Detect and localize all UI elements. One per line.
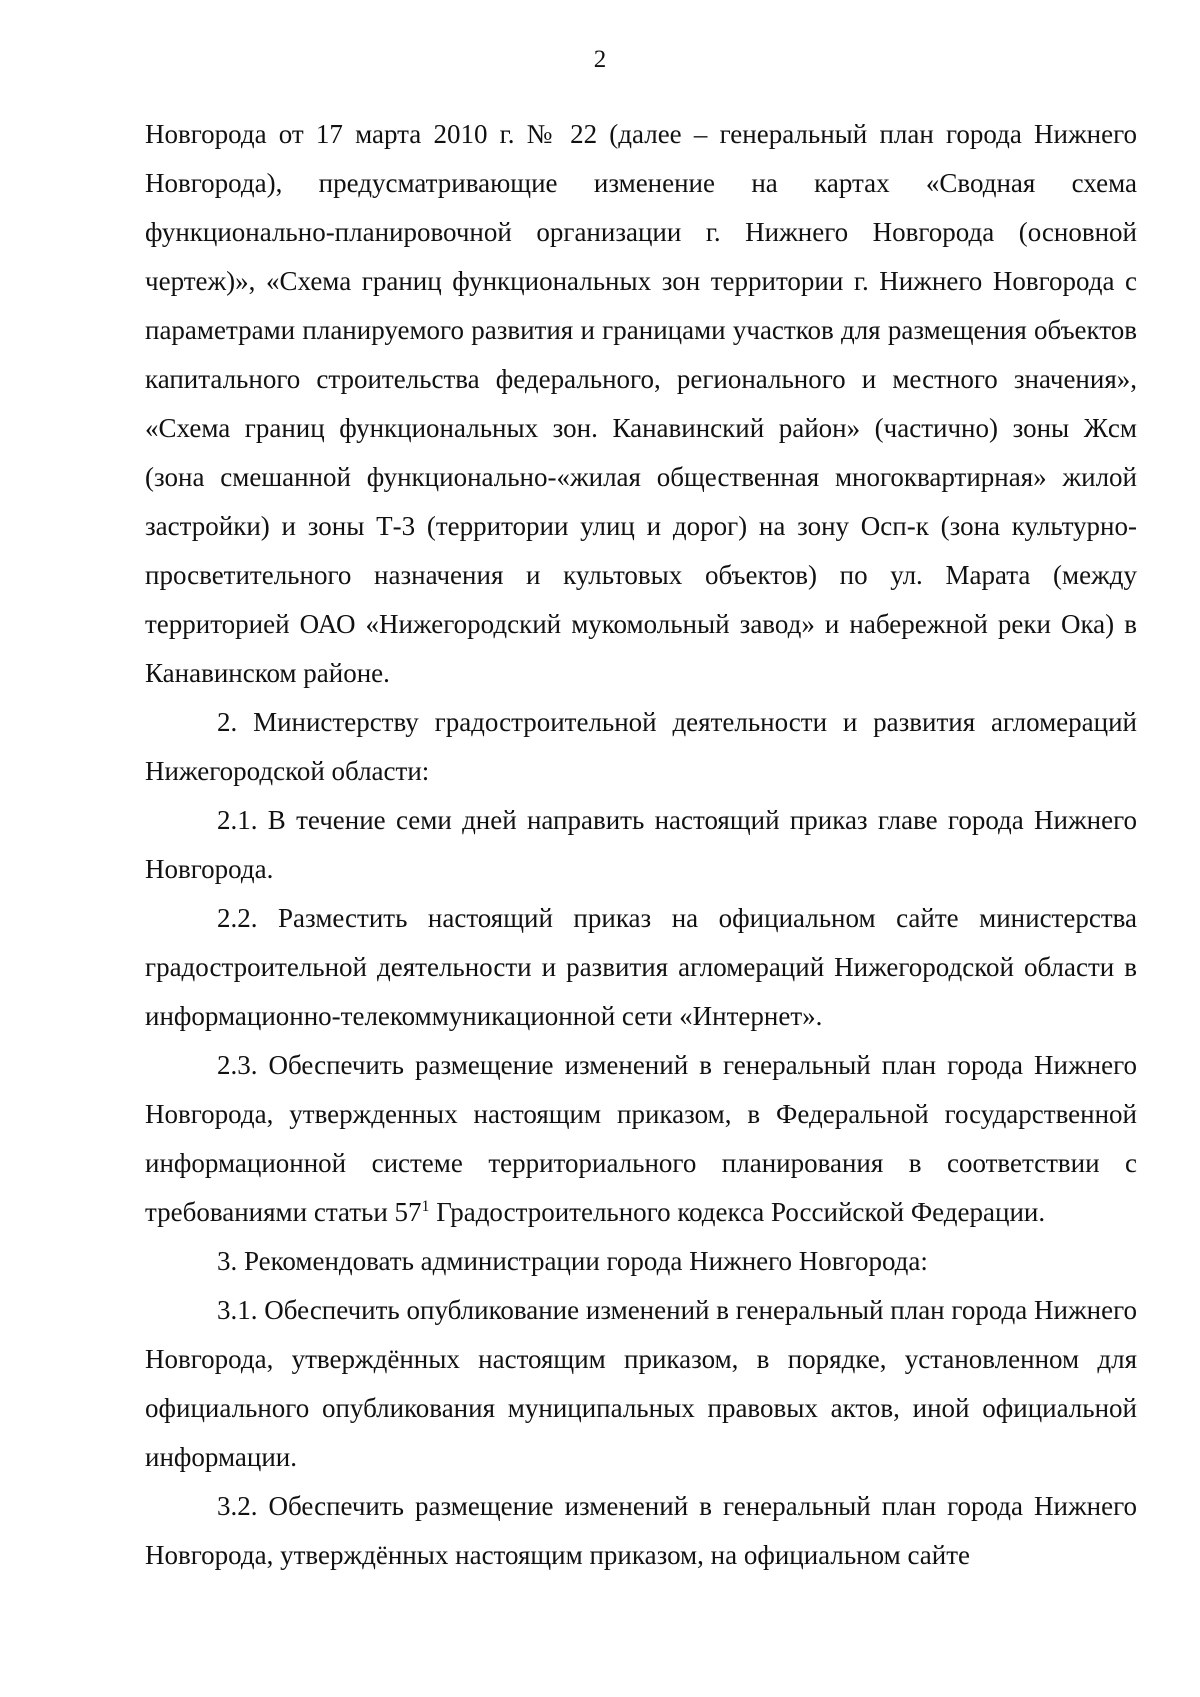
paragraph-item-3: 3. Рекомендовать администрации города Нижнего Новгорода:: [217, 1246, 928, 1276]
paragraph-item-2-3-text-after: Градостроительного кодекса Российской Федерации.: [429, 1197, 1046, 1227]
page-number: 2: [593, 46, 607, 73]
document-body: [145, 110, 1137, 1580]
paragraph-item-2-3: [145, 1041, 1137, 1237]
paragraph-continuation: Новгорода от 17 марта 2010 г. № 22 (далее – генеральный план города Нижнего Новгорода), предусматривающие изменение на картах «Сводная схема функционально-планировочной организации г. Нижнего Новгорода (основной чертеж)», «Схема границ функциональных зон территории г. Нижнего Новгорода с параметрами планируемого развития и границами участков для размещения объектов капитального строительства федерального, регионального и местного значения», «Схема границ функциональных зон. Канавинский район» (частично) зоны Жсм (зона смешанной функционально-«жилая общественная многоквартирная» жилой застройки) и зоны Т-3 (территории улиц и дорог) на зону Осп-к (зона культурно-просветительного назначения и культовых объектов) по ул. Марата (между территорией ОАО «Нижегородский мукомольный завод» и набережной реки Ока) в Канавинском районе.: [145, 119, 1137, 688]
paragraph-item-3-2: 3.2. Обеспечить размещение изменений в генеральный план города Нижнего Новгорода, утверждённых настоящим приказом, на официальном сайте: [145, 1491, 1137, 1570]
paragraph-item-2-3-text-before: 2.3. Обеспечить размещение изменений в генеральный план города Нижнего Новгорода, утвержденных настоящим приказом, в Федеральной государственной информационной системе территориального планирования в соответствии с требованиями статьи 57: [145, 1050, 1137, 1227]
article-superscript: 1: [421, 1198, 430, 1215]
paragraph-item-3-1: 3.1. Обеспечить опубликование изменений в генеральный план города Нижнего Новгорода, утверждённых настоящим приказом, в порядке, установленном для официального опубликования муниципальных правовых актов, иной официальной информации.: [145, 1295, 1137, 1472]
paragraph-item-2-1: 2.1. В течение семи дней направить настоящий приказ главе города Нижнего Новгорода.: [145, 805, 1137, 884]
paragraph-item-2: 2. Министерству градостроительной деятельности и развития агломераций Нижегородской области:: [145, 707, 1137, 786]
paragraph-item-2-2: 2.2. Разместить настоящий приказ на официальном сайте министерства градостроительной деятельности и развития агломераций Нижегородской области в информационно-телекоммуникационной сети «Интернет».: [145, 903, 1137, 1031]
